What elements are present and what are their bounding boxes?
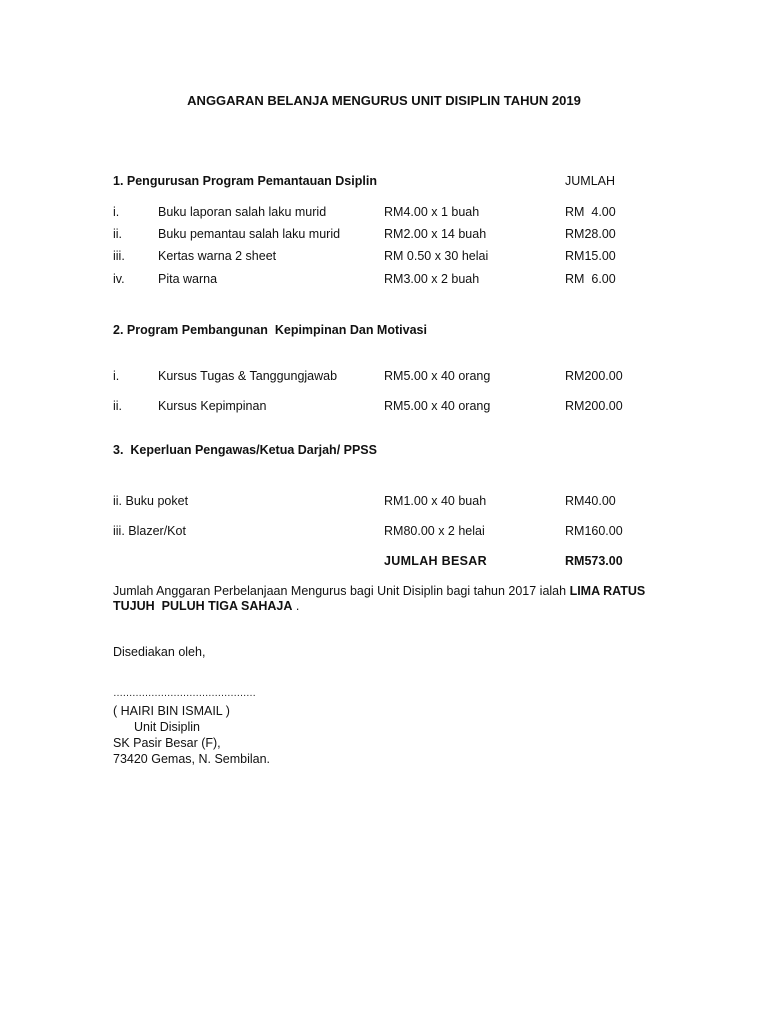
page-title: ANGGARAN BELANJA MENGURUS UNIT DISIPLIN TAHUN 2019	[187, 93, 581, 108]
school-address: 73420 Gemas, N. Sembilan.	[113, 752, 271, 766]
row-calc: RM5.00 x 40 orang	[384, 399, 491, 413]
row-calc: RM5.00 x 40 orang	[384, 369, 491, 383]
row-amount: RM200.00	[565, 399, 623, 413]
row-item: Buku laporan salah laku murid	[158, 205, 327, 219]
row-calc: RM1.00 x 40 buah	[384, 494, 487, 508]
row-amount: RM 6.00	[565, 272, 616, 286]
row-item: Pita warna	[158, 272, 218, 286]
row-amount: RM40.00	[565, 494, 616, 508]
row-item: ii. Buku poket	[113, 494, 189, 508]
grand-total-amount: RM573.00	[565, 554, 623, 568]
row-calc: RM2.00 x 14 buah	[384, 227, 487, 241]
row-number: iv.	[113, 272, 125, 286]
row-item: Buku pemantau salah laku murid	[158, 227, 341, 241]
row-amount: RM28.00	[565, 227, 616, 241]
grand-total-label: JUMLAH BESAR	[384, 554, 487, 568]
signatory-unit: Unit Disiplin	[134, 720, 200, 734]
signatory-name: ( HAIRI BIN ISMAIL )	[113, 704, 230, 718]
row-amount: RM200.00	[565, 369, 623, 383]
prepared-by-label: Disediakan oleh,	[113, 645, 206, 659]
section-1-heading: 1. Pengurusan Program Pemantauan Dsiplin	[113, 174, 377, 188]
row-number: i.	[113, 205, 120, 219]
row-amount: RM 4.00	[565, 205, 616, 219]
row-calc: RM 0.50 x 30 helai	[384, 249, 489, 263]
signature-line: ………………………………………	[113, 688, 256, 699]
school-name: SK Pasir Besar (F),	[113, 736, 221, 750]
row-amount: RM160.00	[565, 524, 623, 538]
row-calc: RM4.00 x 1 buah	[384, 205, 480, 219]
row-calc: RM80.00 x 2 helai	[384, 524, 485, 538]
row-number: iii.	[113, 249, 125, 263]
section-3-heading: 3. Keperluan Pengawas/Ketua Darjah/ PPSS	[113, 443, 377, 457]
section-2-heading: 2. Program Pembangunan Kepimpinan Dan Motivasi	[113, 323, 427, 337]
row-item: Kursus Tugas & Tanggungjawab	[158, 369, 338, 383]
row-number: ii.	[113, 227, 123, 241]
summary-text: Jumlah Anggaran Perbelanjaan Mengurus bagi Unit Disiplin bagi tahun 2017 ialah	[113, 584, 570, 598]
summary-end: .	[292, 599, 300, 613]
row-number: i.	[113, 369, 120, 383]
summary-paragraph	[113, 584, 653, 614]
row-item: iii. Blazer/Kot	[113, 524, 186, 538]
row-number: ii.	[113, 399, 123, 413]
summary-amount-words: LIMA RATUS TUJUH PULUH TIGA SAHAJA	[113, 584, 649, 613]
row-item: Kursus Kepimpinan	[158, 399, 267, 413]
row-calc: RM3.00 x 2 buah	[384, 272, 480, 286]
row-item: Kertas warna 2 sheet	[158, 249, 277, 263]
column-header-jumlah: JUMLAH	[565, 174, 616, 188]
row-amount: RM15.00	[565, 249, 616, 263]
